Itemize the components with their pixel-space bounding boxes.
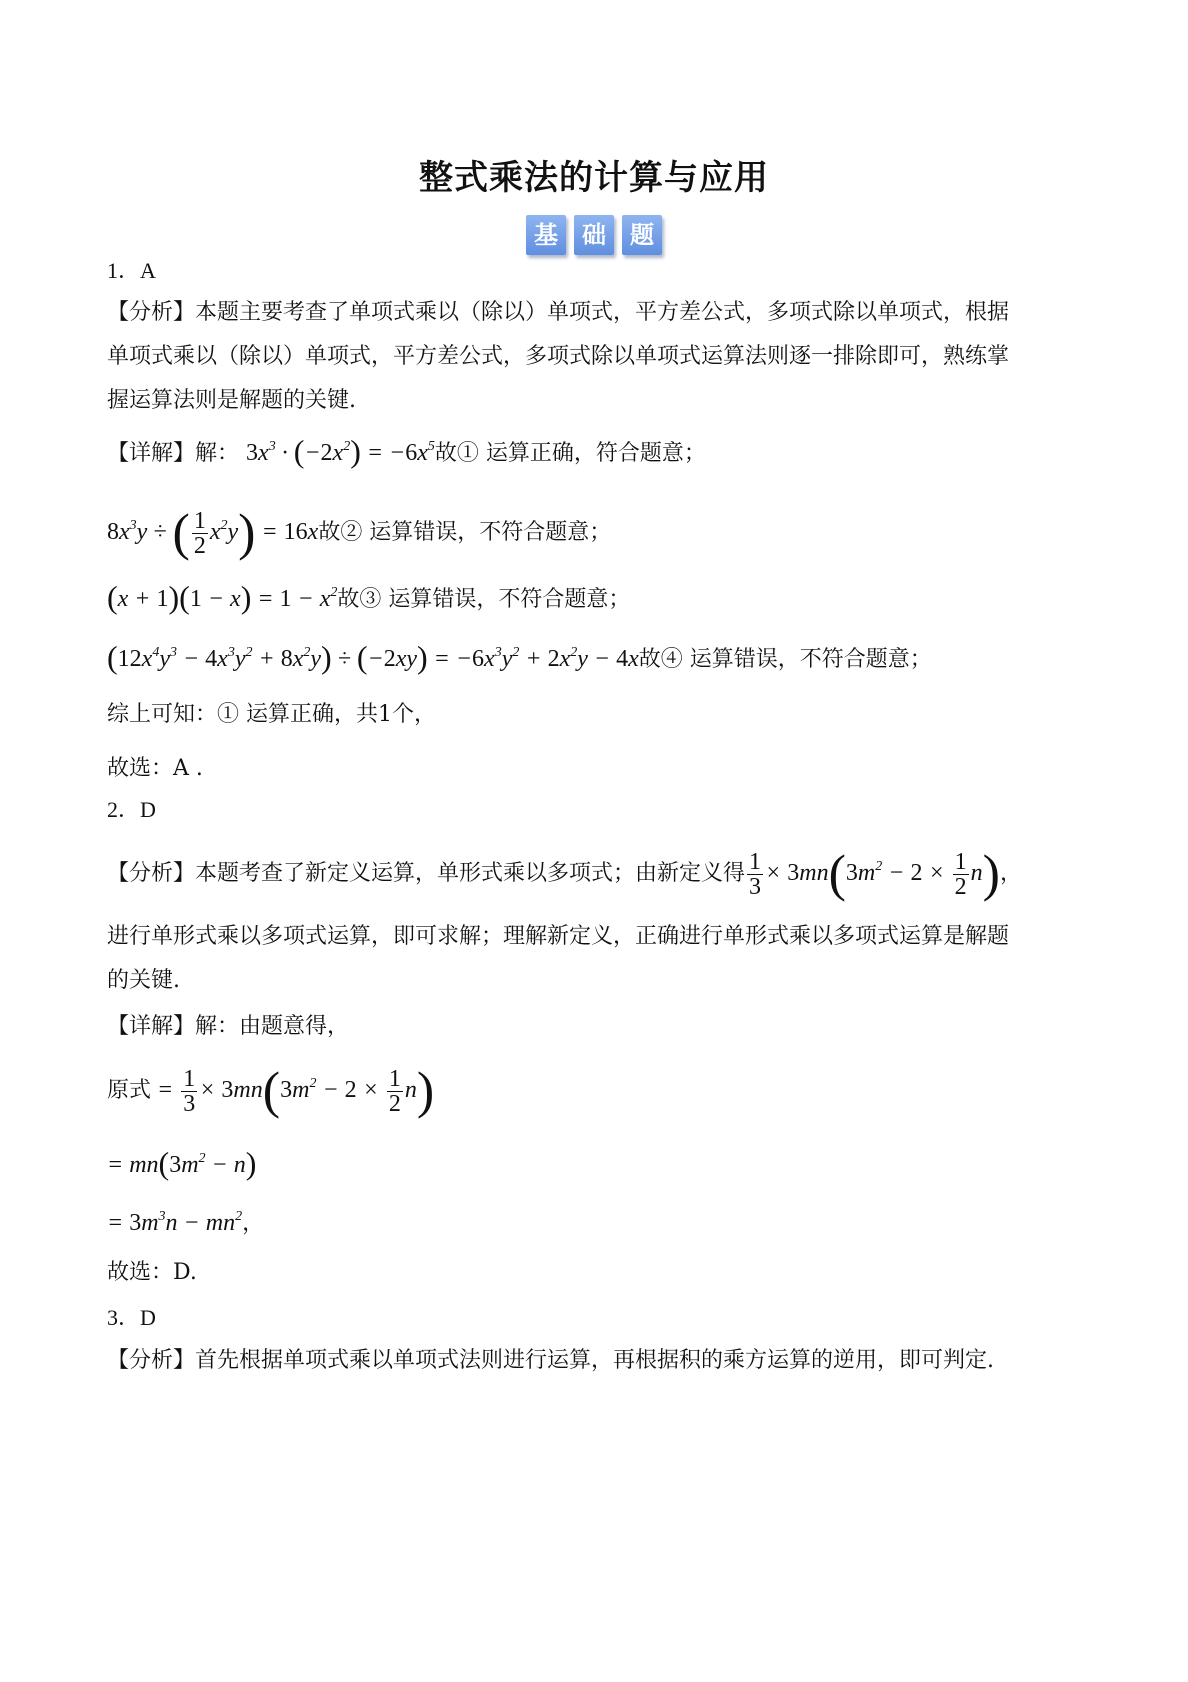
formula: $3x^3 \cdot (-2x^2) = -6x^5$: [246, 433, 435, 469]
formula: = $mn(3m^2 - n)$: [107, 1145, 257, 1181]
q1-number: 1．A: [107, 258, 156, 283]
step-verdict: 故④ 运算错误，不符合题意；: [638, 647, 932, 672]
q1-choice: 故选：A .: [107, 756, 203, 781]
formula: = $3m^3n - mn^2$: [107, 1209, 243, 1236]
q1-detail-step-1: [107, 433, 706, 469]
analysis-tag: 【分析】: [107, 300, 196, 325]
q1-detail-step-4: [107, 639, 932, 675]
detail-prefix: 解：: [195, 441, 240, 466]
q2-choice: 故选：D.: [107, 1260, 197, 1285]
step-verdict: 故② 运算错误，不符合题意；: [318, 520, 612, 545]
q2-analysis-line-2: 进行单形式乘以多项式运算，即可求解；理解新定义，正确进行单形式乘以多项式运算是解题: [107, 924, 1010, 949]
q1-detail-step-2: [107, 502, 611, 563]
punct: ，: [242, 1211, 265, 1236]
analysis-text: 本题考查了新定义运算，单形式乘以多项式；由新定义得: [195, 861, 746, 886]
badge-char: 基: [526, 215, 566, 255]
q2-step-3: [107, 1208, 264, 1239]
difficulty-badges: [0, 215, 1188, 255]
q2-analysis-line-3: 的关键.: [107, 968, 180, 993]
q2-detail-line: [107, 1012, 349, 1042]
analysis-tag: 【分析】: [107, 1348, 196, 1373]
detail-tag: 【详解】: [107, 1014, 196, 1039]
formula: = $\frac{1}{3}$ × $3mn(3m^2 - 2$ × $\frac{1}{2}$ n): [151, 1062, 435, 1120]
detail-text: 解：由题意得，: [195, 1014, 350, 1039]
formula: $\frac{1}{3}$ × $3mn(3m^2 - 2$ × $\frac{1}{2}$ n): [749, 845, 1000, 903]
analysis-text: 首先根据单项式乘以单项式法则进行运算，再根据积的乘方运算的逆用，即可判定.: [195, 1348, 995, 1373]
page-title: 整式乘法的计算与应用: [419, 158, 769, 198]
q1-detail-step-3: [107, 579, 631, 615]
step-verdict: 故③ 运算错误，不符合题意；: [337, 587, 631, 612]
q2-step-1: [107, 1060, 434, 1121]
q1-summary: 综上可知：① 运算正确，共1个，: [107, 702, 436, 727]
q1-analysis-line-2: 单项式乘以（除以）单项式，平方差公式，多项式除以单项式运算法则逐一排除即可，熟练掌: [107, 344, 1010, 369]
q1-analysis-line-3: 握运算法则是解题的关键.: [107, 388, 356, 413]
punct: ，: [999, 861, 1022, 886]
analysis-text: 本题主要考查了单项式乘以（除以）单项式，平方差公式，多项式除以单项式，根据: [195, 300, 1010, 325]
q1-analysis-line-1: [107, 298, 1009, 328]
formula: $(12x^4y^3 - 4x^3y^2 + 8x^2y) \div (-2xy) = -6x^3y^2 + 2x^2y - 4x$: [107, 639, 639, 675]
q3-analysis-line: [107, 1346, 994, 1376]
q2-analysis-line-1: [107, 843, 1022, 904]
step-verdict: 故① 运算正确，符合题意；: [434, 441, 706, 466]
badge-char: 础: [574, 215, 614, 255]
badge-char: 题: [622, 215, 662, 255]
detail-tag: 【详解】: [107, 441, 196, 466]
formula: $(x + 1)(1 - x) = 1 - x^2$: [107, 579, 338, 615]
origin-label: 原式: [107, 1078, 152, 1103]
q2-number: 2．D: [107, 797, 156, 822]
analysis-tag: 【分析】: [107, 861, 196, 886]
formula: $8x^3y$ ÷ ( $\frac{1}{2}$ $x^2y) = 16x$: [107, 504, 319, 562]
q3-number: 3．D: [107, 1305, 156, 1330]
q2-step-2: [107, 1145, 257, 1181]
